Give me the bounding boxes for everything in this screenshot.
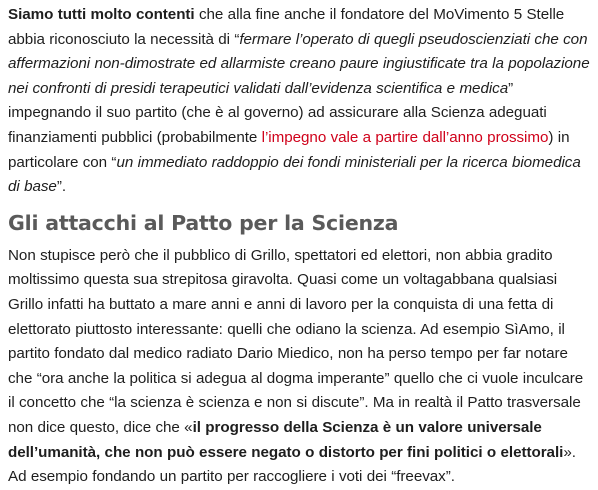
- intro-bold-lead: Siamo tutti molto contenti: [8, 6, 195, 23]
- intro-quote-2: un immediato raddoppio dei fondi ministeriali per la ricerca biomedica di base: [8, 153, 581, 196]
- intro-paragraph: [8, 0, 592, 200]
- intro-quote-1: fermare l’operato di quegli pseudoscienziati che con affermazioni non-dimostrate ed allarmiste creano paure ingiustificate tra la popolazione nei confronti di presidi terapeutici validati dall’evidenza scientifica e medica: [8, 30, 590, 97]
- intro-red-note: l’impegno vale a partire dall’anno prossimo: [261, 128, 549, 146]
- intro-text-2: ” impegnando il suo partito (che è al governo) ad assicurare alla Scienza adeguati finanziamenti pubblici (probabilmente: [8, 79, 547, 146]
- intro-text-3: ) in particolare con “: [8, 128, 570, 171]
- intro-text-4: ”.: [56, 178, 67, 196]
- section-heading: Gli attacchi al Patto per la Scienza: [8, 210, 399, 235]
- body-bold-quote: il progresso della Scienza è un valore universale dell’umanità, che non può essere negato o distorto per fini politici o elettorali: [8, 418, 564, 461]
- body-text-1: Non stupisce però che il pubblico di Grillo, spettatori ed elettori, non abbia gradito moltissimo questa sua strepitosa giravolta. Quasi come un voltagabbana qualsiasi Grillo infatti ha buttato a mare anni e anni di lavoro per la conquista di una fetta di elettorato piuttosto interessante: quelli che odiano la scienza. Ad esempio SìAmo, il partito fondato dal medico radiato Dario Miedico, non ha perso tempo per far notare che “ora anche la politica si adegua al dogma imperante” quello che ci vuole inculcare il concetto che “la scienza è scienza e non si discute”. Ma in realtà il Patto trasversale non dice questo, dice che «: [8, 246, 584, 436]
- body-text-2: ». Ad esempio fondando un partito per raccogliere i voti dei “freevax”.: [8, 443, 576, 486]
- intro-text-1: che alla fine anche il fondatore del MoVimento 5 Stelle abbia riconosciuto la necessità di “: [8, 6, 565, 48]
- body-paragraph: [8, 244, 592, 490]
